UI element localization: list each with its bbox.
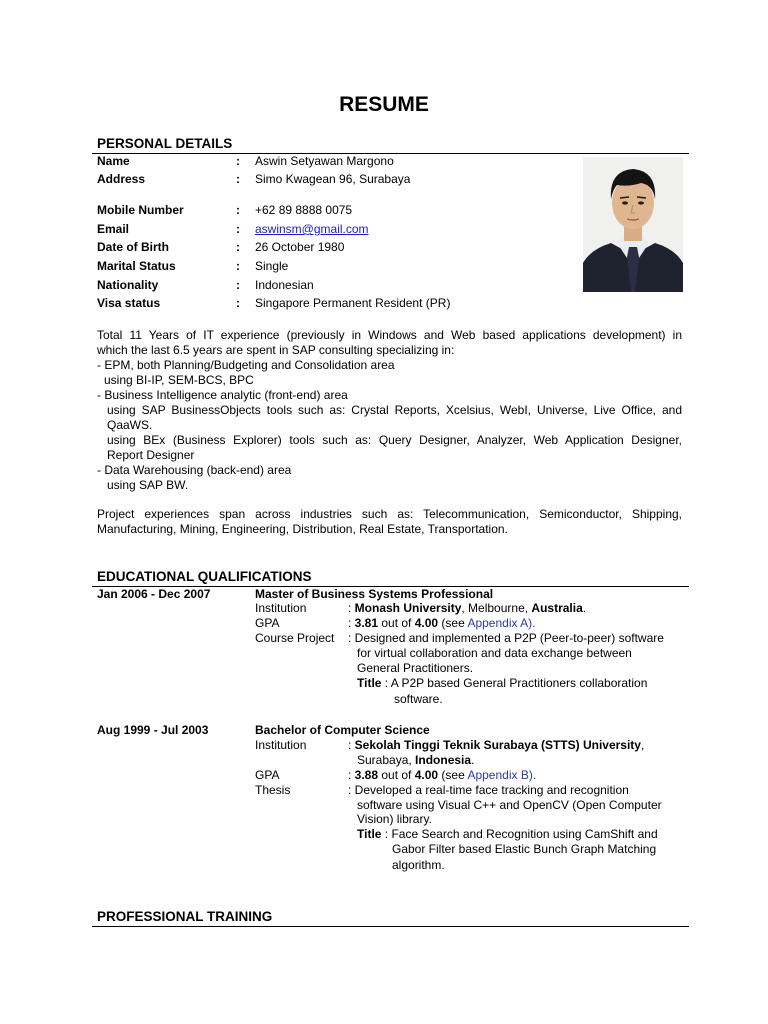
mobile-value: +62 89 8888 0075	[255, 203, 353, 217]
summary-line: Report Designer	[107, 448, 195, 462]
bachelor-period: Aug 1999 - Jul 2003	[97, 723, 209, 737]
profile-photo-illustration	[583, 157, 683, 292]
bachelor-title: Title : Face Search and Recognition using CamShift and	[357, 827, 658, 841]
nationality-colon: :	[236, 278, 240, 292]
bachelor-title-line: algorithm.	[392, 858, 445, 872]
address-value: Simo Kwagean 96, Surabaya	[255, 172, 411, 186]
master-title-line: software.	[394, 692, 443, 706]
summary-line: - Data Warehousing (back-end) area	[97, 463, 292, 477]
master-project-line: General Practitioners.	[357, 661, 474, 675]
master-degree: Master of Business Systems Professional	[255, 587, 494, 601]
name-value: Aswin Setyawan Margono	[255, 154, 394, 168]
master-institution-value: : Monash University, Melbourne, Australia.	[348, 601, 587, 615]
visa-colon: :	[236, 296, 240, 310]
industries-line: Manufacturing, Mining, Engineering, Distribution, Real Estate, Transportation.	[97, 522, 508, 536]
bachelor-gpa-label: GPA	[255, 768, 280, 782]
industries-paragraph	[97, 507, 682, 537]
marital-colon: :	[236, 259, 240, 273]
summary-line: QaaWS.	[107, 418, 153, 432]
master-gpa-label: GPA	[255, 616, 280, 630]
email-link[interactable]: aswinsm@gmail.com	[255, 222, 369, 236]
page-title: RESUME	[339, 93, 429, 116]
master-project-line: for virtual collaboration and data exchange between	[357, 646, 632, 660]
summary-line: Total 11 Years of IT experience (previously in Windows and Web based applications development) in	[97, 328, 682, 342]
bachelor-thesis-line: software using Visual C++ and OpenCV (Open Computer	[357, 798, 662, 812]
bachelor-institution-location: Surabaya, Indonesia.	[357, 753, 475, 767]
marital-label: Marital Status	[97, 259, 176, 273]
address-colon: :	[236, 172, 240, 186]
bachelor-thesis-label: Thesis	[255, 783, 291, 797]
address-label: Address	[97, 172, 146, 186]
summary-line: which the last 6.5 years are spent in SAP consulting specializing in:	[97, 343, 455, 357]
appendix-b-link[interactable]: Appendix B).	[467, 768, 537, 782]
industries-line: Project experiences span across industries such as: Telecommunication, Semiconductor, Shipping,	[97, 507, 682, 521]
name-colon: :	[236, 154, 240, 168]
nationality-value: Indonesian	[255, 278, 314, 292]
master-title: Title : A P2P based General Practitioners collaboration	[357, 676, 648, 690]
bachelor-gpa-value: : 3.88 out of 4.00 (see Appendix B).	[348, 768, 537, 782]
mobile-colon: :	[236, 203, 240, 217]
experience-summary	[97, 328, 682, 493]
training-heading: PROFESSIONAL TRAINING	[97, 909, 273, 924]
visa-label: Visa status	[97, 296, 161, 310]
marital-value: Single	[255, 259, 289, 273]
email-colon: :	[236, 222, 240, 236]
dob-colon: :	[236, 240, 240, 254]
section-divider	[92, 926, 689, 927]
master-institution-label: Institution	[255, 601, 307, 615]
master-project-label: Course Project	[255, 631, 335, 645]
master-project-line: : Designed and implemented a P2P (Peer-to-peer) software	[348, 631, 664, 645]
bachelor-thesis-line: : Developed a real-time face tracking and recognition	[348, 783, 629, 797]
appendix-a-link[interactable]: Appendix A).	[467, 616, 536, 630]
bachelor-title-line: Gabor Filter based Elastic Bunch Graph Matching	[392, 842, 657, 856]
nationality-label: Nationality	[97, 278, 159, 292]
bachelor-degree: Bachelor of Computer Science	[255, 723, 430, 737]
email-label: Email	[97, 222, 130, 236]
bachelor-institution-value: : Sekolah Tinggi Teknik Surabaya (STTS) University,	[348, 738, 645, 752]
bachelor-thesis-line: Vision) library.	[357, 812, 432, 826]
dob-value: 26 October 1980	[255, 240, 345, 254]
master-gpa-value: : 3.81 out of 4.00 (see Appendix A).	[348, 616, 536, 630]
summary-line: using SAP BusinessObjects tools such as: Crystal Reports, Xcelsius, WebI, Universe, Live Office, and	[107, 403, 682, 417]
summary-line: using BEx (Business Explorer) tools such as: Query Designer, Analyzer, Web Application Designer,	[107, 433, 682, 447]
summary-line: using BI-IP, SEM-BCS, BPC	[104, 373, 254, 387]
summary-line: - EPM, both Planning/Budgeting and Consolidation area	[97, 358, 395, 372]
education-heading: EDUCATIONAL QUALIFICATIONS	[97, 569, 312, 584]
master-period: Jan 2006 - Dec 2007	[97, 587, 211, 601]
bachelor-institution-label: Institution	[255, 738, 307, 752]
name-label: Name	[97, 154, 130, 168]
mobile-label: Mobile Number	[97, 203, 184, 217]
personal-details-heading: PERSONAL DETAILS	[97, 136, 233, 151]
dob-label: Date of Birth	[97, 240, 169, 254]
profile-photo	[583, 157, 683, 292]
visa-value: Singapore Permanent Resident (PR)	[255, 296, 451, 310]
summary-line: - Business Intelligence analytic (front-end) area	[97, 388, 348, 402]
summary-line: using SAP BW.	[107, 478, 189, 492]
